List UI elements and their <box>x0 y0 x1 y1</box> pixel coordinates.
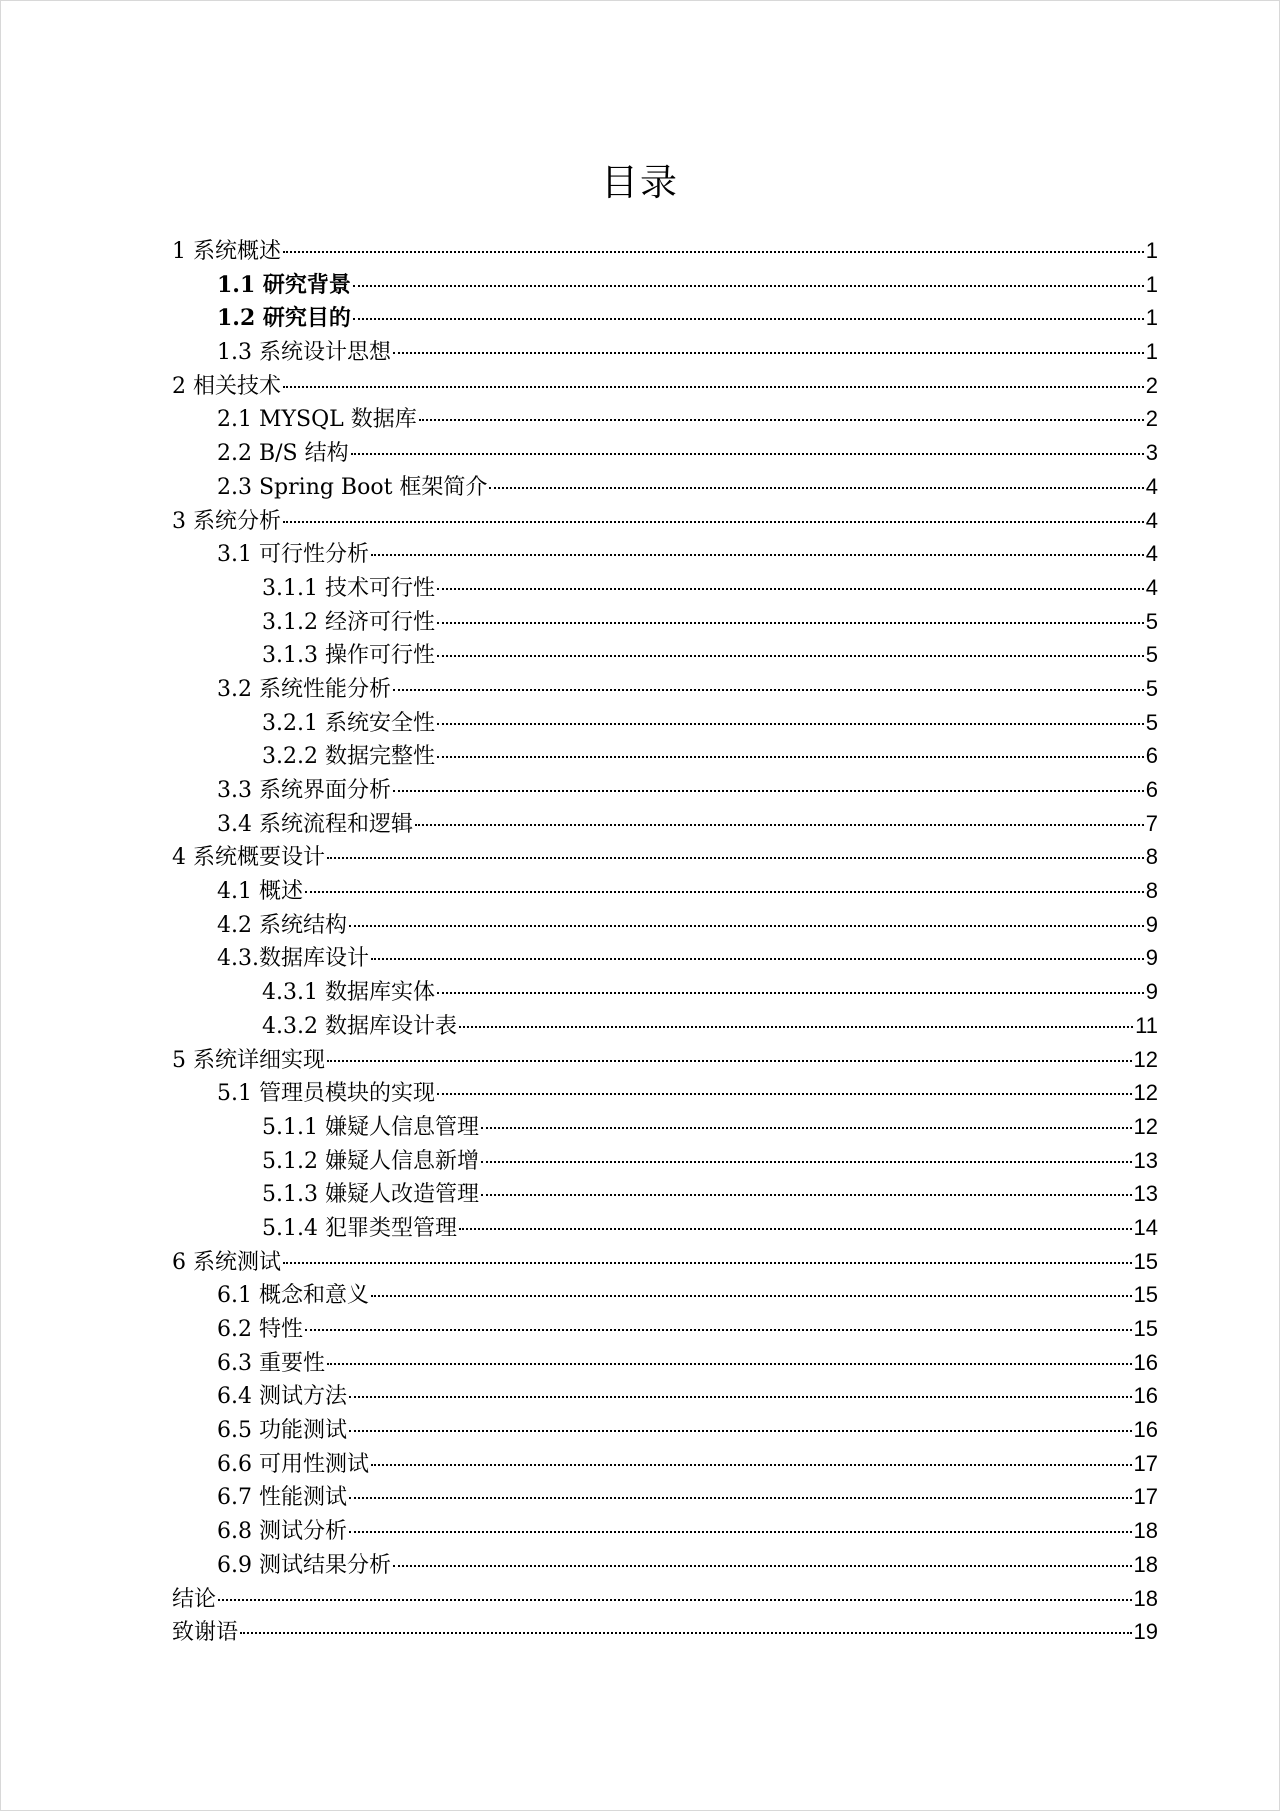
toc-entry-label: 3.2.2 数据完整性 <box>262 744 435 770</box>
toc-entry-page-number: 6 <box>1145 743 1158 769</box>
toc-entry-label: 3.1.3 操作可行性 <box>262 643 435 669</box>
toc-entry-label: 致谢语 <box>172 1620 239 1646</box>
toc-dot-leader <box>283 251 1144 253</box>
toc-entry[interactable] <box>172 975 1158 1009</box>
toc-entry-label: 6.5 功能测试 <box>217 1418 347 1444</box>
toc-dot-leader <box>240 1632 1132 1634</box>
toc-entry[interactable] <box>172 571 1158 605</box>
toc-dot-leader <box>437 1093 1132 1095</box>
toc-entry-label: 1.2 研究目的 <box>217 305 351 332</box>
toc-dot-leader <box>283 521 1144 523</box>
toc-dot-leader <box>283 386 1144 388</box>
toc-entry-page-number: 18 <box>1133 1518 1158 1544</box>
toc-entry-label: 3.1.1 技术可行性 <box>262 575 435 601</box>
toc-dot-leader <box>437 622 1144 624</box>
toc-dot-leader <box>327 1363 1132 1365</box>
toc-entry-label: 4 系统概要设计 <box>172 845 325 871</box>
toc-entry-page-number: 15 <box>1133 1282 1158 1308</box>
toc-dot-leader <box>437 588 1144 590</box>
table-of-contents <box>172 234 1158 1649</box>
toc-entry-page-number: 9 <box>1145 945 1158 971</box>
toc-dot-leader <box>218 1599 1132 1601</box>
toc-entry-page-number: 7 <box>1145 810 1158 836</box>
toc-entry[interactable] <box>172 402 1158 436</box>
toc-entry[interactable] <box>172 1110 1158 1144</box>
toc-dot-leader <box>349 1430 1132 1432</box>
toc-entry[interactable] <box>172 1144 1158 1178</box>
toc-entry-page-number: 13 <box>1133 1181 1158 1207</box>
toc-entry[interactable] <box>172 268 1158 302</box>
toc-entry[interactable] <box>172 234 1158 268</box>
toc-dot-leader <box>393 689 1144 691</box>
toc-dot-leader <box>415 824 1144 826</box>
toc-entry-page-number: 14 <box>1133 1214 1158 1240</box>
toc-entry-label: 4.1 概述 <box>217 879 303 905</box>
toc-entry[interactable] <box>172 1346 1158 1380</box>
toc-entry[interactable] <box>172 1312 1158 1346</box>
toc-dot-leader <box>393 790 1144 792</box>
toc-entry-label: 3.2.1 系统安全性 <box>262 710 435 736</box>
toc-entry[interactable] <box>172 1076 1158 1110</box>
toc-entry[interactable] <box>172 504 1158 538</box>
toc-entry-page-number: 1 <box>1145 339 1158 365</box>
toc-entry-page-number: 4 <box>1145 574 1158 600</box>
toc-entry-label: 6.7 性能测试 <box>217 1485 347 1511</box>
toc-dot-leader <box>349 1531 1132 1533</box>
toc-entry[interactable] <box>172 537 1158 571</box>
toc-entry-page-number: 19 <box>1133 1619 1158 1645</box>
toc-entry-page-number: 15 <box>1133 1316 1158 1341</box>
toc-entry-page-number: 9 <box>1145 911 1158 937</box>
toc-entry[interactable] <box>172 739 1158 773</box>
toc-entry[interactable] <box>172 369 1158 403</box>
toc-entry-page-number: 8 <box>1145 878 1158 904</box>
toc-dot-leader <box>437 756 1144 758</box>
toc-entry[interactable] <box>172 638 1158 672</box>
toc-entry-label: 4.3.2 数据库设计表 <box>262 1013 457 1039</box>
toc-entry-page-number: 5 <box>1145 675 1158 701</box>
toc-entry-label: 4.3.1 数据库实体 <box>262 980 435 1006</box>
toc-dot-leader <box>305 891 1144 893</box>
toc-entry-label: 6.2 特性 <box>217 1317 303 1342</box>
toc-entry-label: 3.1 可行性分析 <box>217 542 369 568</box>
toc-entry[interactable] <box>172 470 1158 504</box>
toc-dot-leader <box>371 554 1144 556</box>
toc-entry[interactable] <box>172 1278 1158 1312</box>
toc-entry-page-number: 13 <box>1133 1147 1158 1173</box>
toc-entry-page-number: 1 <box>1145 271 1158 297</box>
toc-entry[interactable] <box>172 1043 1158 1077</box>
toc-dot-leader <box>393 1565 1132 1567</box>
toc-entry-page-number: 5 <box>1145 642 1158 668</box>
toc-entry-page-number: 12 <box>1133 1046 1158 1072</box>
toc-entry-page-number: 5 <box>1145 709 1158 735</box>
toc-dot-leader <box>393 352 1144 354</box>
toc-entry-page-number: 5 <box>1145 608 1158 634</box>
toc-dot-leader <box>437 655 1144 657</box>
toc-entry[interactable] <box>172 1245 1158 1279</box>
toc-entry-label: 3.4 系统流程和逻辑 <box>217 811 413 837</box>
toc-dot-leader <box>327 1060 1132 1062</box>
toc-entry[interactable] <box>172 1514 1158 1548</box>
toc-entry[interactable] <box>172 941 1158 975</box>
toc-entry-label: 6.9 测试结果分析 <box>217 1552 391 1578</box>
toc-entry-label: 5 系统详细实现 <box>172 1047 325 1073</box>
toc-entry-label: 5.1.4 犯罪类型管理 <box>262 1215 457 1241</box>
toc-entry-label: 结论 <box>172 1586 217 1612</box>
toc-entry[interactable] <box>172 1379 1158 1413</box>
toc-dot-leader <box>489 487 1143 489</box>
toc-entry-page-number: 17 <box>1133 1484 1158 1510</box>
toc-entry-label: 3 系统分析 <box>172 508 281 534</box>
toc-entry-label: 4.2 系统结构 <box>217 912 347 938</box>
toc-entry-page-number: 15 <box>1133 1248 1158 1274</box>
toc-entry[interactable] <box>172 1615 1158 1649</box>
toc-entry-label: 6.1 概念和意义 <box>217 1283 369 1309</box>
toc-dot-leader <box>459 1026 1133 1028</box>
toc-dot-leader <box>371 1464 1132 1466</box>
toc-entry-label: 1.1 研究背景 <box>217 271 351 298</box>
toc-entry-page-number: 16 <box>1133 1383 1158 1409</box>
toc-entry-label: 5.1 管理员模块的实现 <box>217 1081 435 1107</box>
toc-dot-leader <box>327 857 1144 859</box>
toc-entry-page-number: 16 <box>1133 1349 1158 1375</box>
toc-entry-page-number: 1 <box>1145 305 1158 331</box>
toc-entry-page-number: 17 <box>1133 1450 1158 1476</box>
toc-entry[interactable] <box>172 605 1158 639</box>
toc-entry-label: 5.1.2 嫌疑人信息新增 <box>262 1148 479 1174</box>
toc-dot-leader <box>305 1329 1132 1331</box>
toc-entry-label: 6.4 测试方法 <box>217 1384 347 1410</box>
toc-entry[interactable] <box>172 301 1158 335</box>
toc-dot-leader <box>351 453 1144 455</box>
toc-entry[interactable] <box>172 672 1158 706</box>
toc-entry[interactable] <box>172 807 1158 841</box>
toc-entry-page-number: 18 <box>1133 1551 1158 1577</box>
toc-entry[interactable] <box>172 773 1158 807</box>
toc-entry-page-number: 2 <box>1145 406 1158 432</box>
toc-dot-leader <box>349 1396 1132 1398</box>
toc-entry-page-number: 8 <box>1145 844 1158 870</box>
toc-dot-leader <box>437 992 1144 994</box>
toc-entry-page-number: 9 <box>1145 979 1158 1005</box>
toc-entry-label: 4.3.数据库设计 <box>217 946 369 972</box>
toc-entry-label: 1 系统概述 <box>172 239 281 264</box>
toc-entry[interactable] <box>172 1548 1158 1582</box>
toc-entry-page-number: 18 <box>1133 1585 1158 1611</box>
toc-dot-leader <box>459 1228 1132 1230</box>
toc-dot-leader <box>349 925 1144 927</box>
toc-entry-page-number: 11 <box>1135 1012 1158 1038</box>
toc-dot-leader <box>353 318 1144 320</box>
toc-entry-page-number: 12 <box>1133 1080 1158 1106</box>
toc-entry-label: 3.1.2 经济可行性 <box>262 609 435 635</box>
toc-dot-leader <box>437 723 1144 725</box>
toc-entry[interactable] <box>172 840 1158 874</box>
toc-entry-page-number: 6 <box>1145 777 1158 802</box>
toc-entry-label: 6.8 测试分析 <box>217 1519 347 1545</box>
toc-entry-label: 3.3 系统界面分析 <box>217 778 391 803</box>
toc-dot-leader <box>371 958 1144 960</box>
toc-entry[interactable] <box>172 1211 1158 1245</box>
toc-dot-leader <box>371 1295 1132 1297</box>
toc-entry-label: 5.1.1 嫌疑人信息管理 <box>262 1114 479 1140</box>
toc-entry-label: 6.6 可用性测试 <box>217 1451 369 1477</box>
toc-entry-label: 1.3 系统设计思想 <box>217 340 391 366</box>
toc-dot-leader <box>419 419 1144 421</box>
toc-dot-leader <box>481 1194 1132 1196</box>
toc-entry-page-number: 16 <box>1133 1417 1158 1443</box>
toc-entry-page-number: 12 <box>1133 1113 1158 1139</box>
toc-entry[interactable] <box>172 1413 1158 1447</box>
toc-entry-page-number: 3 <box>1145 440 1158 466</box>
toc-entry-page-number: 1 <box>1145 238 1158 263</box>
toc-dot-leader <box>481 1161 1132 1163</box>
toc-entry-page-number: 4 <box>1145 473 1158 499</box>
toc-dot-leader <box>283 1262 1132 1264</box>
toc-entry-label: 6 系统测试 <box>172 1249 281 1275</box>
toc-entry[interactable] <box>172 706 1158 740</box>
toc-entry-page-number: 4 <box>1145 541 1158 567</box>
toc-entry[interactable] <box>172 908 1158 942</box>
toc-entry-label: 3.2 系统性能分析 <box>217 676 391 702</box>
toc-dot-leader <box>353 285 1144 287</box>
toc-entry[interactable] <box>172 1582 1158 1616</box>
toc-dot-leader <box>481 1127 1132 1129</box>
toc-entry-page-number: 2 <box>1145 372 1158 398</box>
toc-entry-label: 5.1.3 嫌疑人改造管理 <box>262 1182 479 1208</box>
toc-entry-label: 2 相关技术 <box>172 373 281 399</box>
toc-title: 目录 <box>601 161 679 204</box>
toc-entry[interactable] <box>172 436 1158 470</box>
toc-dot-leader <box>349 1497 1132 1499</box>
toc-entry[interactable] <box>172 1447 1158 1481</box>
toc-entry-page-number: 4 <box>1145 507 1158 533</box>
toc-entry[interactable] <box>172 874 1158 908</box>
toc-entry-label: 2.1 MYSQL 数据库 <box>217 407 417 433</box>
toc-entry-label: 6.3 重要性 <box>217 1350 325 1376</box>
toc-entry[interactable] <box>172 1009 1158 1043</box>
toc-entry[interactable] <box>172 1177 1158 1211</box>
toc-entry-label: 2.2 B/S 结构 <box>217 441 349 467</box>
toc-entry[interactable] <box>172 335 1158 369</box>
toc-entry-label: 2.3 Spring Boot 框架简介 <box>217 474 488 500</box>
toc-entry[interactable] <box>172 1480 1158 1514</box>
